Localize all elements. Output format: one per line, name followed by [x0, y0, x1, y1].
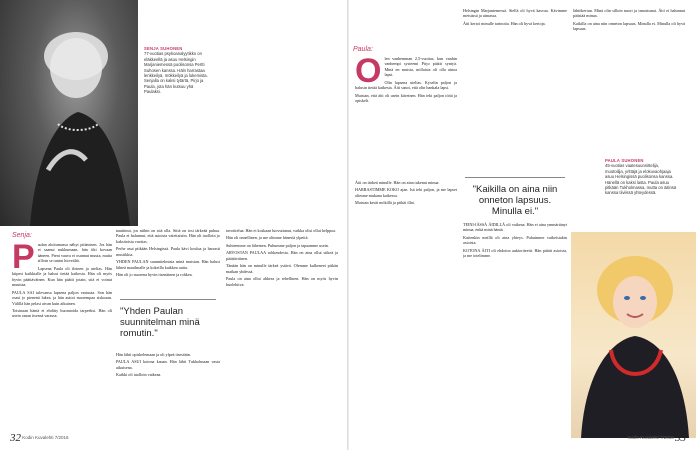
dropcap-p: P — [12, 242, 35, 276]
left-col3-para-3: Suhteemme on läheinen. Puhumme paljon ja tapaamme usein. — [226, 242, 329, 248]
right-column-2 — [463, 8, 567, 168]
speaker-senja: Senja: — [12, 232, 32, 239]
right-col2-para-4: Kuitenkin meillä oli aina yhteys. Puhuimme vaikeistakin asioista. — [463, 234, 567, 246]
left-col3-para-5: Tänään hän on minulle tärkeä ystävä. Olemme kulkeneet pitkän matkan yhdessä. — [226, 263, 338, 274]
left-column-2b — [116, 352, 220, 438]
caption-senja-name: SENJA SUHONEN — [144, 46, 183, 51]
left-col2-after-2: PAULA ASUI kotona kauan. Hän lähti Tukholmaan vasta aikuisena. — [116, 359, 220, 370]
caption-senja — [142, 44, 210, 97]
left-col3-para-4: ARVOSTAN PAULAA rohkeudesta. Hän on aina ollut sitkeä ja päättäväinen. — [226, 250, 338, 261]
portrait-silhouette-icon — [0, 0, 138, 226]
right-column-3 — [573, 8, 685, 128]
right-col1-after-1: Äiti on tärkeä minulle. Hän on aina tukenut minua. — [355, 180, 440, 185]
folio-right — [627, 432, 686, 444]
right-column-1 — [355, 56, 457, 176]
left-col1-para-2: Lapsena Paula oli iloinen ja utelias. Hän kiipesi kaikkialle ja halusi tietää kaikesta. Hän oli myös hyvin päättäväinen. Kun hän päätti jotain, sitä ei voinut muuttaa. — [12, 265, 112, 288]
left-col2-para-1: nauttinut, jos niihin on sitä olla. Siitä on tosi tärkeää puhua. Paula ei halunnut, että asioista vaiettaisiin. Hän oli tuolloin jo kaksitoista vuotias. — [116, 228, 220, 244]
folio-right-text: Kodin Kuvalehti 7/2016 — [627, 435, 674, 441]
portrait-paula-icon — [571, 232, 696, 441]
left-col2-para-3: YHDEN PAULAN suunnitelmista minä muistan. Hän halusi lähteä maailmalle ja kokeilla kaikkea uutta. — [116, 259, 220, 270]
left-col1-para-1: aulan aloitumassa nähyt pitämisen. Jos hän ei saanut nukkumaan, hän itki kovaan ääneen. Pieni vauva ei osannut muuta, mutta silloin se tuntui hirveältä. — [37, 242, 112, 264]
folio-left-text: Kodin Kuvalehti 7/2016 — [22, 435, 69, 441]
pullquote-senja: "Yhden Paulan suunnitelman minä romutin." — [120, 306, 216, 339]
left-col1-para-4: Toisinaan häntä ei ehditty huomioida tarpeeksi. Hän oli usein oman itsensä varassa. — [12, 307, 112, 319]
left-col2-after-3: Kaikki oli tuolloin vaikeaa. — [116, 372, 162, 378]
right-col2-para-2: Äiti kertoi minulle tarinoita. Hän oli hyvä kertoja. — [463, 20, 546, 26]
right-col3-para-2: Kaikilla on aina niin onneton lapsuus. Minulla ei. Minulla oli hyvä lapsuus. — [573, 20, 685, 32]
folio-left — [10, 432, 69, 444]
right-page — [349, 0, 696, 450]
right-column-2b — [463, 222, 567, 438]
left-col1-para-3: PAULA SAI tulevansa lapsena paljon vastuuta. Son hän osasi jo pienenä lukea, ja hän auttoi nuorempaa siskoaan. Välillä hän pelasi aivan kuin aikuinen. — [12, 289, 112, 306]
left-col2-para-2: Perhe asui pitkään Helsingissä. Paula kävi koulua ja harrasti musiikkia. — [116, 246, 220, 257]
caption-paula-name: PAULA SUHONEN — [605, 158, 644, 163]
left-col2-after-1: Hän lähti opiskelemaan ja oli ylpeä itsestään. — [116, 352, 191, 357]
left-col3-para-1: tavoittelua. Hän ei koskaan luovuttanut, vaikka olisi ollut helppoa. — [226, 228, 337, 233]
right-col2-para-1: Helsingin Marjaniemessä. Siellä oli hyvä kasvaa. Kävimme metsässä ja uimassa. — [463, 8, 567, 19]
left-column-3 — [226, 228, 338, 438]
right-col2-para-3: TEINI-IÄSSÄ ÄIDILLÄ oli vaikeaa. Hän ei aina ymmärtänyt minua, enkä minä häntä. — [463, 222, 567, 233]
right-column-1b — [355, 180, 457, 438]
right-col1-para-1: len vanhemman 2,5-vuotias, kun vanhin vanhempi systeemi Pirjo päätti syntyä. Minä en muista, millaista oli olla ainoa lapsi. — [384, 56, 457, 78]
right-col1-after-3: Muistan kesät mökillä ja pitkät illat. — [355, 200, 415, 206]
right-col1-after-2: HARRASTIMME KOKO ajan. Isä teki paljon, ja me lapset olimme mukana kaikessa. — [355, 187, 457, 198]
left-page — [0, 0, 347, 450]
left-col2-para-4: Hän oli jo nuorena hyvin itsenäinen ja rohkea. — [116, 272, 193, 278]
photo-paula — [571, 232, 696, 441]
pullquote-paula: "Kaikilla on aina niin onneton lapsuus. Minulla ei." — [465, 184, 565, 217]
page-number-left: 32 — [10, 432, 21, 444]
page-number-right: 33 — [675, 432, 686, 444]
caption-senja-text: 77-vuotias psykoanalyytikko on eläkkeellä ja asuu Helsingin Marjaniemessä puolisonsa Pertti Suhosen kanssa. Häln harrastaa lenkkeilyä, mökkeilyä ja lukemista. Senjalla on kaksi tytärtä, Pirjo ja Paula, jota hän kutsuu yhä Paulaksi. — [144, 51, 208, 95]
right-col1-para-3: Muistan, että äiti oli usein kiireinen. Hän teki paljon töitä ja opiskeli. — [355, 92, 457, 104]
dropcap-o: O — [355, 56, 382, 90]
caption-paula-text: 45-vuotias vaatesuunnittelija, muotoilija, yrittäjä ja elokuvaohjaaja asuu Helsingissä puolisonsa kanssa. Hänellä on kaksi lasta. Paula asuu pitkään Tukholmassa, mutta on äitinsä kanssa tiiviissä yhteydessä. — [605, 163, 677, 196]
caption-paula — [603, 156, 681, 198]
photo-senja — [0, 0, 138, 226]
speaker-paula: Paula: — [353, 46, 373, 53]
left-col3-para-2: Hän oli onnellinen, ja me olimme hänestä ylpeitä. — [226, 235, 309, 241]
right-col1-para-2: Olin lapsena utelias. Kyselin paljon ja halusin tietää kaikesta. Äiti sanoi, että olin hankala lapsi. — [355, 79, 457, 91]
right-col3-para-1: lähtökertun. Minä olin silloin nuori ja innostunut. Äiti ei halunnut päästää minua. — [573, 8, 685, 19]
left-col3-para-6: Paula on aina ollut ahkera ja rehellinen. Hän on myös hyvin huolehtiva. — [226, 276, 338, 287]
right-col2-para-5: KOTONA ÄITI oli ehdoton auktoriteetti. Hän päätti asioista, ja me totelimme. — [463, 247, 567, 259]
